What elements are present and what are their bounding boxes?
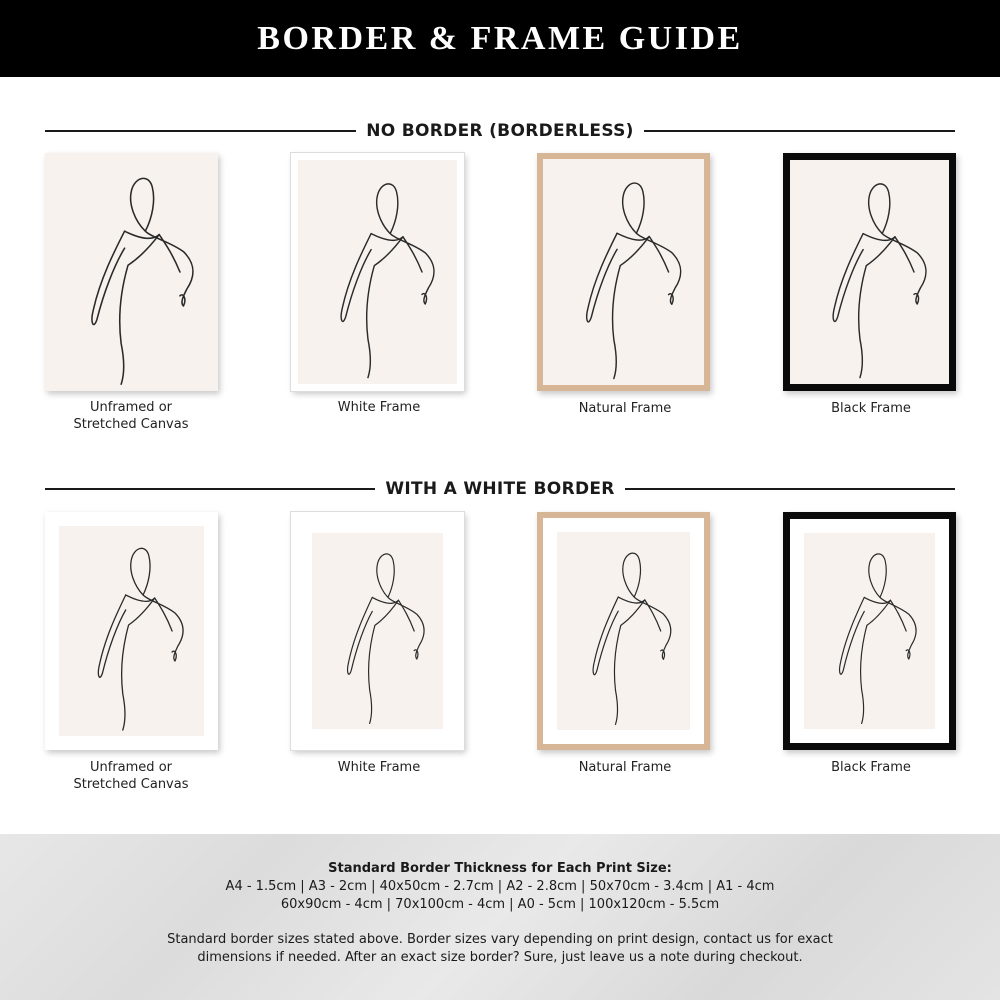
artwork-line-drawing <box>790 160 949 384</box>
section-title: WITH A WHITE BORDER <box>385 479 615 499</box>
sizes-line: A4 - 1.5cm | A3 - 2cm | 40x50cm - 2.7cm | A2 - 2.8cm | 50x70cm - 3.4cm | A1 - 4cm <box>225 879 775 894</box>
section-heading-no-border <box>45 119 955 143</box>
caption-line: Unframed or <box>90 400 172 415</box>
caption-line: Unframed or <box>90 760 172 775</box>
caption-natural-frame <box>525 400 725 417</box>
section-title: NO BORDER (BORDERLESS) <box>366 121 634 141</box>
divider-line <box>45 488 375 490</box>
artwork-line-drawing <box>298 160 457 384</box>
caption-line: Black Frame <box>831 760 911 775</box>
caption-line: Stretched Canvas <box>73 777 189 792</box>
border-info-panel <box>0 834 1000 1000</box>
print-unframed-borderless <box>45 153 218 391</box>
page-title: BORDER & FRAME GUIDE <box>257 19 743 57</box>
caption-line: White Frame <box>337 400 421 415</box>
artwork-line-drawing <box>557 532 690 730</box>
artwork-line-drawing <box>59 526 204 736</box>
note-line: dimensions if needed. After an exact size border? Sure, just leave us a note during checkout. <box>197 950 803 965</box>
divider-line <box>644 130 955 132</box>
divider-line <box>625 488 955 490</box>
print-black-frame-borderless <box>783 153 956 391</box>
caption-unframed <box>31 759 231 793</box>
artwork-line-drawing <box>543 159 704 385</box>
caption-line: Natural Frame <box>578 401 672 416</box>
print-natural-frame-white-border <box>537 512 710 750</box>
divider-line <box>45 130 356 132</box>
border-sizes-block <box>0 860 1000 914</box>
caption-line: White Frame <box>337 760 421 775</box>
print-natural-frame-borderless <box>537 153 710 391</box>
note-block <box>0 931 1000 967</box>
note-line: Standard border sizes stated above. Border sizes vary depending on print design, contact us for exact <box>167 932 833 947</box>
caption-black-frame <box>771 759 971 776</box>
artwork-line-drawing <box>804 533 935 729</box>
caption-line: Stretched Canvas <box>73 417 189 432</box>
info-heading: Standard Border Thickness for Each Print Size: <box>328 861 672 876</box>
caption-line: Natural Frame <box>578 760 672 775</box>
caption-white-frame <box>279 399 479 416</box>
print-white-frame-white-border <box>291 512 464 750</box>
print-black-frame-white-border <box>783 512 956 750</box>
print-unframed-white-border <box>45 512 218 750</box>
caption-white-frame <box>279 759 479 776</box>
caption-line: Black Frame <box>831 401 911 416</box>
caption-unframed <box>31 399 231 433</box>
caption-natural-frame <box>525 759 725 776</box>
print-white-frame-borderless <box>291 153 464 391</box>
artwork-line-drawing <box>45 153 218 391</box>
sizes-line: 60x90cm - 4cm | 70x100cm - 4cm | A0 - 5cm | 100x120cm - 5.5cm <box>280 897 720 912</box>
artwork-line-drawing <box>312 533 443 729</box>
caption-black-frame <box>771 400 971 417</box>
section-heading-white-border <box>45 477 955 501</box>
header-bar <box>0 0 1000 77</box>
